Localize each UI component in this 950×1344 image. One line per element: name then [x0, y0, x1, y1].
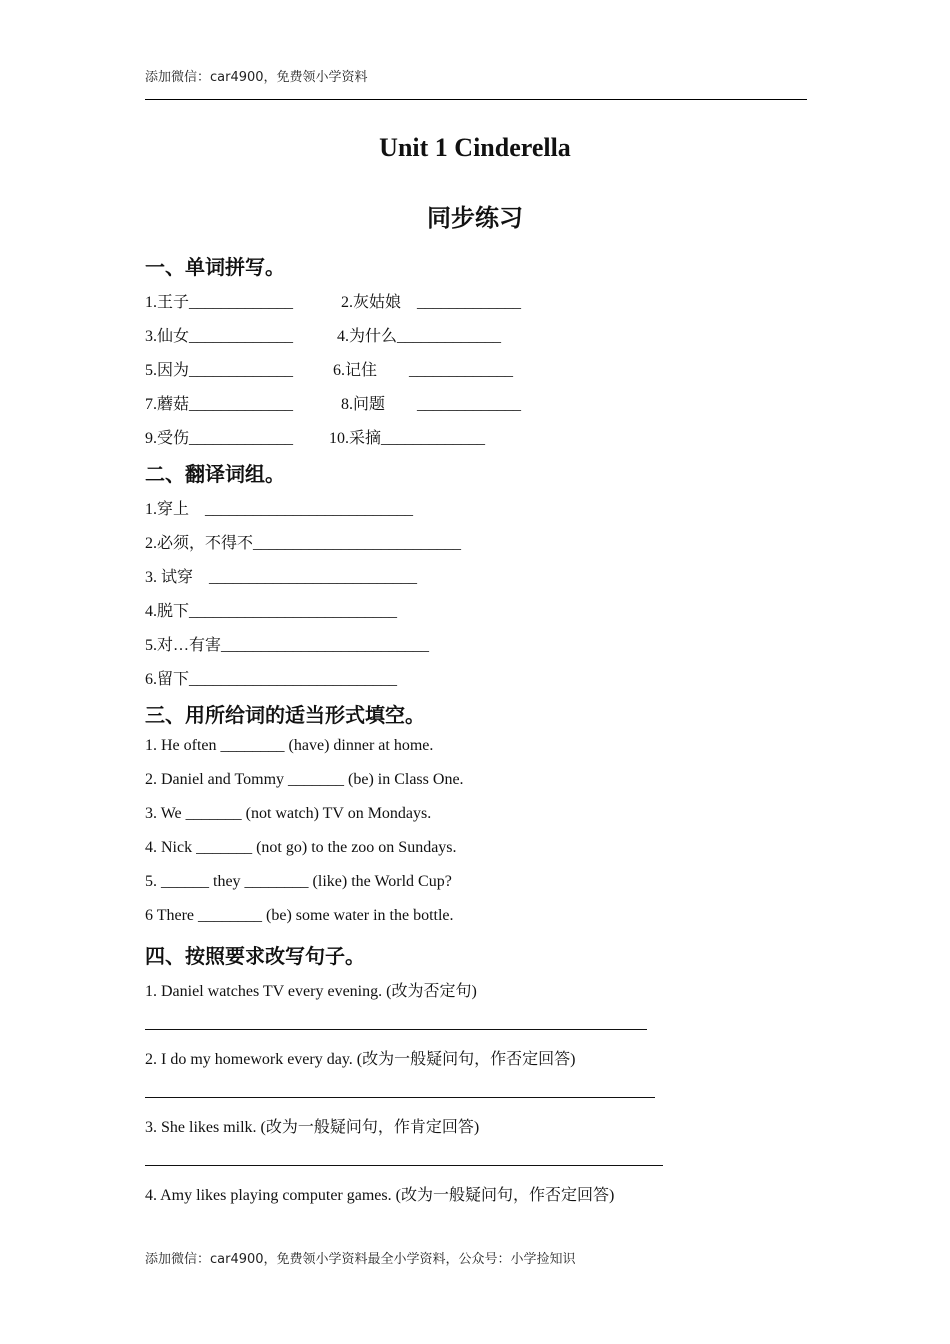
rewrite-answer-line-3: [145, 1165, 663, 1166]
section-3-heading: 三、用所给词的适当形式填空。: [145, 703, 425, 727]
phrase-item-3: 3. 试穿 __________________________: [145, 569, 418, 586]
fill-item-2: 2. Daniel and Tommy _______ (be) in Class One.: [145, 771, 464, 788]
word-item-3: 3.仙女_____________: [145, 328, 294, 345]
rewrite-item-1: 1. Daniel watches TV every evening. (改为否定句): [145, 983, 477, 1000]
fill-item-4: 4. Nick _______ (not go) to the zoo on Sundays.: [145, 839, 457, 856]
word-item-7: 7.蘑菇_____________: [145, 396, 294, 413]
section-1-heading: 一、单词拼写。: [145, 255, 285, 279]
header-divider: [145, 99, 807, 100]
rewrite-item-2: 2. I do my homework every day. (改为一般疑问句，作否定回答): [145, 1051, 576, 1068]
word-item-10: 10.采摘_____________: [329, 430, 486, 447]
fill-item-3: 3. We _______ (not watch) TV on Mondays.: [145, 805, 432, 822]
rewrite-item-3: 3. She likes milk. (改为一般疑问句，作肯定回答): [145, 1119, 480, 1136]
word-item-4: 4.为什么_____________: [337, 328, 502, 345]
phrase-item-4: 4.脱下__________________________: [145, 603, 398, 620]
word-item-2: 2.灰姑娘 _____________: [341, 294, 522, 311]
phrase-item-2: 2.必须，不得不__________________________: [145, 535, 462, 552]
fill-item-5: 5. ______ they ________ (like) the World Cup?: [145, 873, 452, 890]
rewrite-answer-line-1: [145, 1029, 647, 1030]
fill-item-6: 6 There ________ (be) some water in the bottle.: [145, 907, 454, 924]
word-item-5: 5.因为_____________: [145, 362, 294, 379]
page-footer: 添加微信：car4900，免费领小学资料最全小学资料，公众号：小学捡知识: [145, 1252, 576, 1267]
document-title: Unit 1 Cinderella: [379, 133, 571, 162]
word-item-8: 8.问题 _____________: [341, 396, 522, 413]
word-item-6: 6.记住 _____________: [333, 362, 514, 379]
phrase-item-5: 5.对…有害__________________________: [145, 637, 430, 654]
section-4-heading: 四、按照要求改写句子。: [145, 944, 365, 968]
document-subtitle: 同步练习: [427, 204, 523, 232]
word-item-9: 9.受伤_____________: [145, 430, 294, 447]
phrase-item-6: 6.留下__________________________: [145, 671, 398, 688]
section-2-heading: 二、翻译词组。: [145, 462, 285, 486]
word-item-1: 1.王子_____________: [145, 294, 294, 311]
page-header: 添加微信：car4900，免费领小学资料: [145, 70, 368, 85]
phrase-item-1: 1.穿上 __________________________: [145, 501, 414, 518]
rewrite-answer-line-2: [145, 1097, 655, 1098]
fill-item-1: 1. He often ________ (have) dinner at home.: [145, 737, 434, 754]
rewrite-item-4: 4. Amy likes playing computer games. (改为一般疑问句，作否定回答): [145, 1187, 615, 1204]
